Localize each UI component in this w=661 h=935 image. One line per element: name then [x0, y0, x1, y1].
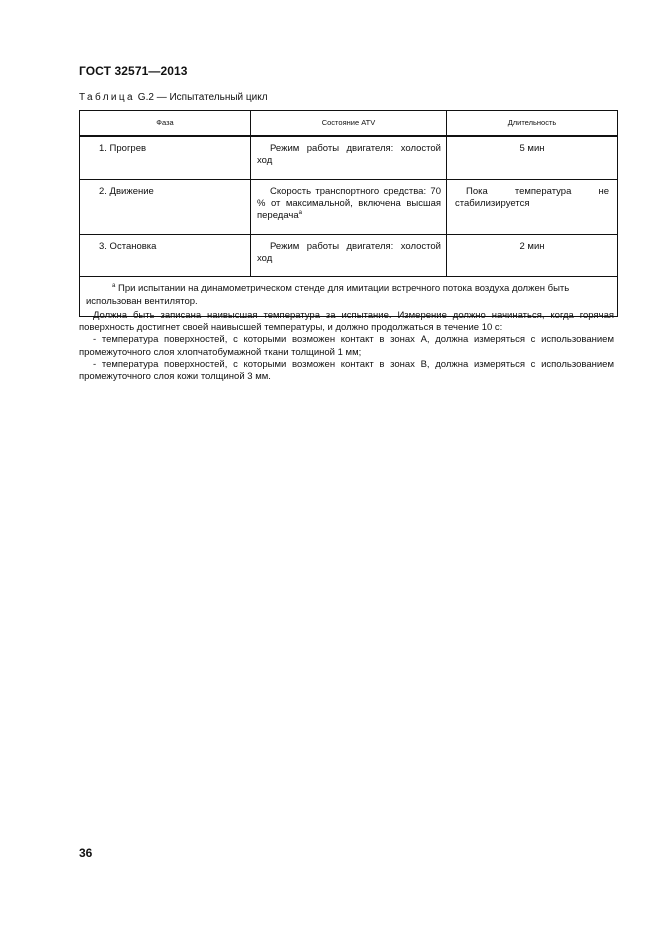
footnote-text: При испытании на динамометрическом стенде для имитации встречного потока воздуха должен быть использован вентилятор.: [86, 283, 570, 307]
state-text: Режим работы двигателя: холостой ход: [257, 241, 441, 264]
page-number: 36: [79, 846, 93, 860]
table-caption-word: Таблица: [79, 92, 136, 103]
duration-text: Пока температура не стабилизируется: [455, 186, 609, 209]
column-header-state: Состояние ATV: [251, 111, 447, 137]
paragraph: Должна быть записана наивысшая температура за испытание. Измерение должно начинаться, когда горячая поверхность достигнет своей наивысшей температуры, и должно продолжаться в течение 10 с:: [79, 310, 614, 334]
duration-cell: [447, 180, 618, 235]
table-row: [80, 180, 618, 235]
footnote-ref: a: [298, 210, 302, 216]
table-row: [80, 235, 618, 277]
state-text: Режим работы двигателя: холостой ход: [257, 143, 441, 166]
state-cell: [251, 235, 447, 277]
footnote-mark: a: [112, 283, 116, 289]
body-text: [79, 310, 614, 383]
table-caption-title: G.2 — Испытательный цикл: [137, 92, 268, 103]
table-row: [80, 136, 618, 180]
duration-cell: 2 мин: [447, 235, 618, 277]
phase-cell: 3. Остановка: [80, 235, 251, 277]
paragraph: - температура поверхностей, с которыми возможен контакт в зонах В, должна измеряться с использованием промежуточного слоя кожи толщиной 3 мм.: [79, 358, 614, 383]
table-caption: [79, 92, 268, 103]
document-id: ГОСТ 32571—2013: [79, 64, 188, 78]
state-cell: [251, 180, 447, 235]
column-header-phase: Фаза: [80, 111, 251, 137]
column-header-duration: Длительность: [447, 111, 618, 137]
test-cycle-table: [79, 110, 618, 317]
paragraph: - температура поверхностей, с которыми возможен контакт в зонах А, должна измеряться с использованием промежуточного слоя хлопчатобумажной ткани толщиной 1 мм;: [79, 334, 614, 358]
table-header-row: [80, 111, 618, 137]
state-cell: [251, 136, 447, 180]
duration-cell: 5 мин: [447, 136, 618, 180]
phase-cell: 2. Движение: [80, 180, 251, 235]
phase-cell: 1. Прогрев: [80, 136, 251, 180]
state-text: Скорость транспортного средства: 70 % от максимальной, включена высшая передача: [257, 186, 441, 221]
